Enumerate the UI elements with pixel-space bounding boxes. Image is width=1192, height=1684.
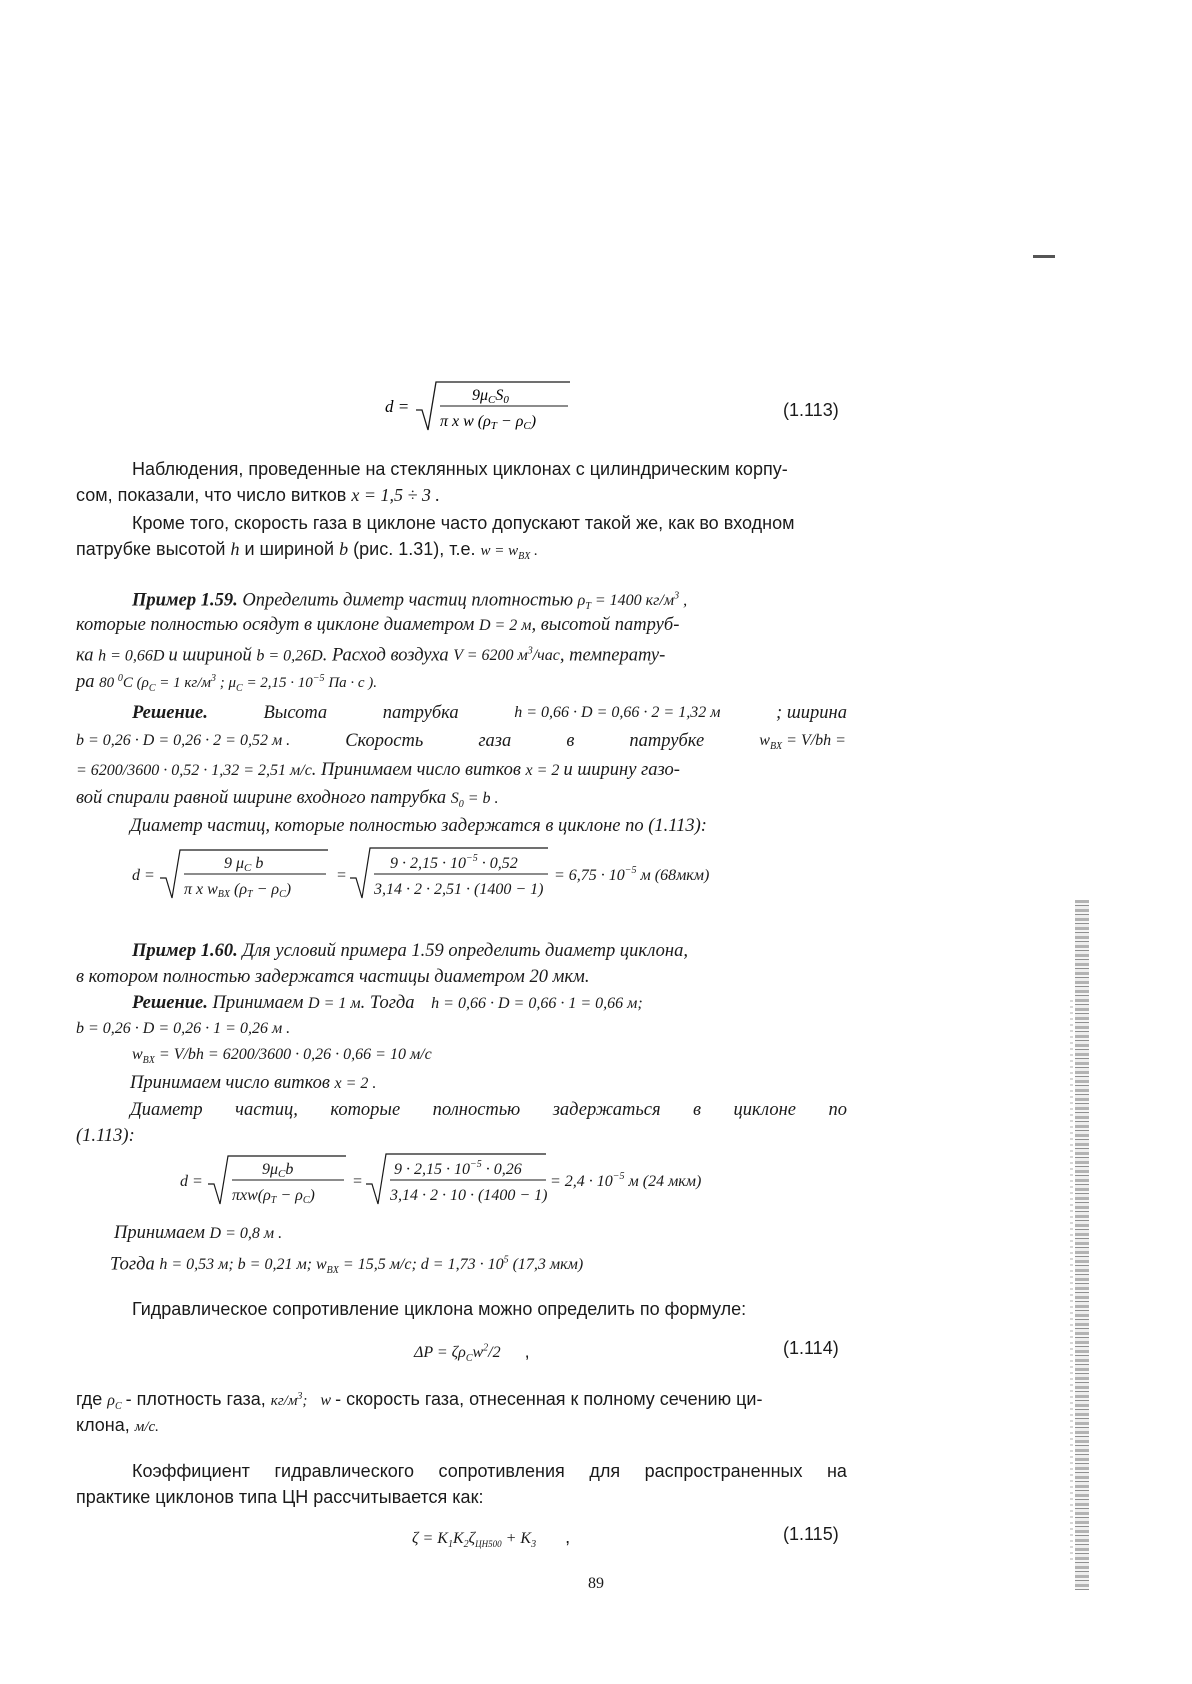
paragraph-line (76, 458, 846, 480)
paragraph-line: вой спирали равной ширине входного патрубка $S_0 = b$ . (76, 788, 499, 811)
paragraph-line: патрубке высотой h и шириной b (рис. 1.31), т.е. $w = w_{BX}$ . (76, 539, 538, 562)
svg-text:3,14 · 2 · 2,51 · (1400 − 1): 3,14 · 2 · 2,51 · (1400 − 1) (374, 881, 544, 898)
text-span: патрубка (382, 703, 459, 723)
text-span: Тогда (110, 1254, 155, 1275)
text-span: Гидравлическое сопротивление циклона можно определить по формуле: (132, 1299, 747, 1319)
text-span: (рис. 1.31), т.е. (353, 539, 476, 559)
text-span: Принимаем число витков (130, 1073, 330, 1093)
paragraph-line (76, 1125, 135, 1147)
text-span: Наблюдения, проведенные на стеклянных циклонах с цилиндрическим корпу- (132, 459, 788, 479)
svg-text:9μCS0: 9μCS0 (472, 387, 509, 406)
text-span: Кроме того, скорость газа в циклоне часто допускают такой же, как во входном (132, 513, 795, 533)
text-span: сопротивления (438, 1461, 565, 1481)
text-span: патрубке (629, 731, 705, 751)
equation-number: (1.113) (783, 400, 839, 420)
text-span: распространенных (644, 1461, 803, 1481)
text-span: Диаметр (130, 1100, 203, 1120)
paragraph-line (130, 1099, 847, 1121)
text-span: в (566, 731, 575, 751)
svg-text:9μCb: 9μCb (262, 1161, 294, 1180)
text-span: - плотность газа, (125, 1389, 266, 1409)
scan-edge-artifact (1070, 1000, 1073, 1560)
text-span: которые полностью осядут в циклоне диаметром (76, 615, 475, 635)
equation-1-113 (380, 372, 580, 436)
text-span: ра (76, 672, 95, 692)
paragraph-line: Решение. Принимаем D = 1 м. Тогда h = 0,66 · D = 0,66 · 1 = 0,66 м; (132, 993, 643, 1013)
svg-text:=: = (336, 867, 347, 884)
paragraph-line: где $\rho_C$ - плотность газа, $кг/м^3$; w - скорость газа, отнесенная к полному сечению ци- (76, 1389, 763, 1413)
text-span: . Принимаем число витков (311, 760, 521, 780)
svg-text:9 · 2,15 · 10−5 · 0,52: $9 \cdot 2,15 \cdot 10^{-5} \cdot 0,52$ (390, 853, 518, 872)
text-span: частиц, (235, 1100, 298, 1120)
text-span: клона, (76, 1415, 130, 1435)
text-span: полностью (432, 1100, 521, 1120)
paragraph-line: Тогда h = 0,53 м; b = 0,21 м; $w_{BX} = 15,5$ м/с; $d = 1,73 \cdot 10^5$ (17,3 мкм) (110, 1254, 584, 1277)
example-heading (132, 940, 688, 962)
page-number: 89 (588, 1575, 604, 1592)
svg-text:9 · 2,15 · 10−5 · 0,26: $9 \cdot 2,15 \cdot 10^{-5} \cdot 0,26$ (394, 1159, 522, 1178)
text-span: сом, показали, что число витков (76, 485, 347, 505)
text-span: практике циклонов типа ЦН рассчитывается как: (76, 1487, 484, 1507)
math-line: $w_{BX} = V/bh = 6200/3600 \cdot 0,26 \cdot 0,66 = 10$ м/с (132, 1046, 432, 1067)
text-span: Принимаем (212, 993, 304, 1013)
solution-label: Решение. (132, 703, 208, 723)
text-span: ка (76, 645, 94, 666)
paragraph-line: Принимаем число витков x = 2 . (130, 1073, 377, 1093)
equation-number: (1.115) (783, 1524, 839, 1544)
text-span: и шириной (168, 645, 252, 666)
paragraph-line (76, 966, 589, 988)
math-inline: h (230, 539, 240, 559)
equation-1-115: $\zeta = K_1K_2\zeta_{ЦН500} + K_3$ , (412, 1527, 571, 1551)
text-span: Диаметр частиц, которые полностью задержатся в циклоне по (1.113): (130, 816, 707, 836)
paragraph-line: ра 80 $^0$C ($\rho_C = 1$ $кг/м^3$ ; $\mu_C = 2,15 \cdot 10^{-5}$ Па · с ). (76, 672, 378, 694)
text-span: для (589, 1461, 621, 1481)
scan-edge-artifact (1075, 900, 1089, 1590)
paragraph-line (132, 1298, 746, 1320)
paragraph-line: ка h = 0,66D и шириной b = 0,26D. Расход воздуха V = 6200 $м^3$/час, температу- (76, 645, 666, 666)
text-span: и шириной (244, 539, 335, 559)
text-span: в (693, 1100, 702, 1120)
paragraph-line (132, 1044, 432, 1072)
paragraph-line (132, 512, 795, 534)
equation-diameter-2 (178, 1146, 758, 1210)
text-span: газа (478, 731, 512, 751)
text-span: патрубке высотой (76, 539, 226, 559)
text-span: которые (330, 1100, 401, 1120)
text-span: . Расход воздуха (322, 645, 449, 666)
paragraph-line (76, 484, 440, 506)
svg-text:d =: d = (385, 397, 410, 416)
text-span: , высотой патруб- (531, 615, 680, 635)
math-inline: w = w (480, 543, 519, 559)
equation-1-114: $\Delta P = \zeta\rho_Cw^2/2$ , (414, 1341, 530, 1365)
example-heading: Пример 1.59. Определить диметр частиц плотностью $\rho_T = 1400$ $кг/м^3$ , (132, 590, 688, 613)
text-span: в котором полностью задержатся частицы диаметром 20 мкм. (76, 967, 590, 987)
text-span: (1.113): (76, 1126, 135, 1146)
paragraph-line (130, 815, 707, 837)
text-span: Скорость (345, 731, 424, 751)
text-span: циклоне (733, 1100, 796, 1120)
paragraph-line: Принимаем D = 0,8 м . (114, 1223, 283, 1243)
text-span: , температу- (559, 645, 666, 666)
text-span: Определить диметр частиц плотностью (242, 590, 573, 611)
text-span: . Тогда (360, 993, 415, 1013)
svg-text:π x w (ρT − ρC): π x w (ρT − ρC) (440, 413, 537, 432)
text-span: на (826, 1461, 847, 1481)
svg-text:π x wBX (ρT − ρC): π x wBX (ρT − ρC) (184, 881, 292, 900)
math-inline: b (339, 539, 349, 559)
math-inline: x = 1,5 ÷ 3 . (351, 485, 440, 505)
example-label: Пример 1.59. (132, 590, 238, 611)
text-span: где (76, 1389, 103, 1409)
solution-label: Решение. (132, 993, 208, 1013)
text-span: Коэффициент (132, 1461, 250, 1481)
text-span: Высота (263, 703, 328, 723)
math-line: b = 0,26 · D = 0,26 · 1 = 0,26 м . (76, 1020, 291, 1037)
text-span: вой спирали равной ширине входного патрубка (76, 788, 447, 808)
paragraph-line: клона, м/с. (76, 1415, 159, 1435)
svg-text:= 2,4 · 10−5 м (24 мкм): = $2,4 \cdot 10^{-5}$ м (24 мкм) (550, 1171, 702, 1190)
math-subscript: BX (518, 551, 531, 562)
text-span: по (828, 1100, 847, 1120)
svg-text:= 6,75 · 10−5 м (68мкм): = $6,75 \cdot 10^{-5}$ м (68мкм) (554, 865, 710, 884)
paragraph-line: b = 0,26 · D = 0,26 · 2 = 0,52 м . Скорость газа в патрубке $w_{BX} = V/bh$ = (76, 730, 846, 758)
text-span: и ширину газо- (563, 760, 680, 780)
equation-diameter-1 (128, 840, 768, 904)
text-span: ; ширина (776, 703, 847, 723)
svg-text:πxw(ρT − ρC): πxw(ρT − ρC) (232, 1187, 315, 1206)
text-span: задержаться (552, 1100, 661, 1120)
paragraph-line (132, 1460, 847, 1482)
paragraph-line: которые полностью осядут в циклоне диаметром D = 2 м, высотой патруб- (76, 615, 680, 635)
text-span: Принимаем (114, 1223, 205, 1243)
example-label: Пример 1.60. (132, 941, 238, 961)
svg-text:=: = (352, 1173, 363, 1190)
paragraph-line (76, 1018, 290, 1040)
paragraph-line: = 6200/3600 · 0,52 · 1,32 = 2,51 м/с. Принимаем число витков x = 2 и ширину газо- (76, 760, 680, 780)
text-span: - скорость газа, отнесенная к полному сечению ци- (335, 1389, 763, 1409)
paragraph-line: Решение. Высота патрубка h = 0,66 · D = 0,66 · 2 = 1,32 м ; ширина (132, 703, 847, 723)
scan-smudge (1033, 255, 1055, 258)
svg-text:3,14 · 2 · 10 · (1400 − 1): 3,14 · 2 · 10 · (1400 − 1) (390, 1187, 548, 1204)
svg-text:9 μC b: 9 μC b (224, 855, 264, 874)
text-span: гидравлического (274, 1461, 414, 1481)
text-span: Для условий примера 1.59 определить диаметр циклона, (242, 941, 688, 961)
paragraph-line (76, 1486, 483, 1508)
svg-text:d =: d = (132, 867, 155, 884)
equation-number: (1.114) (783, 1338, 839, 1358)
svg-text:d =: d = (180, 1173, 203, 1190)
